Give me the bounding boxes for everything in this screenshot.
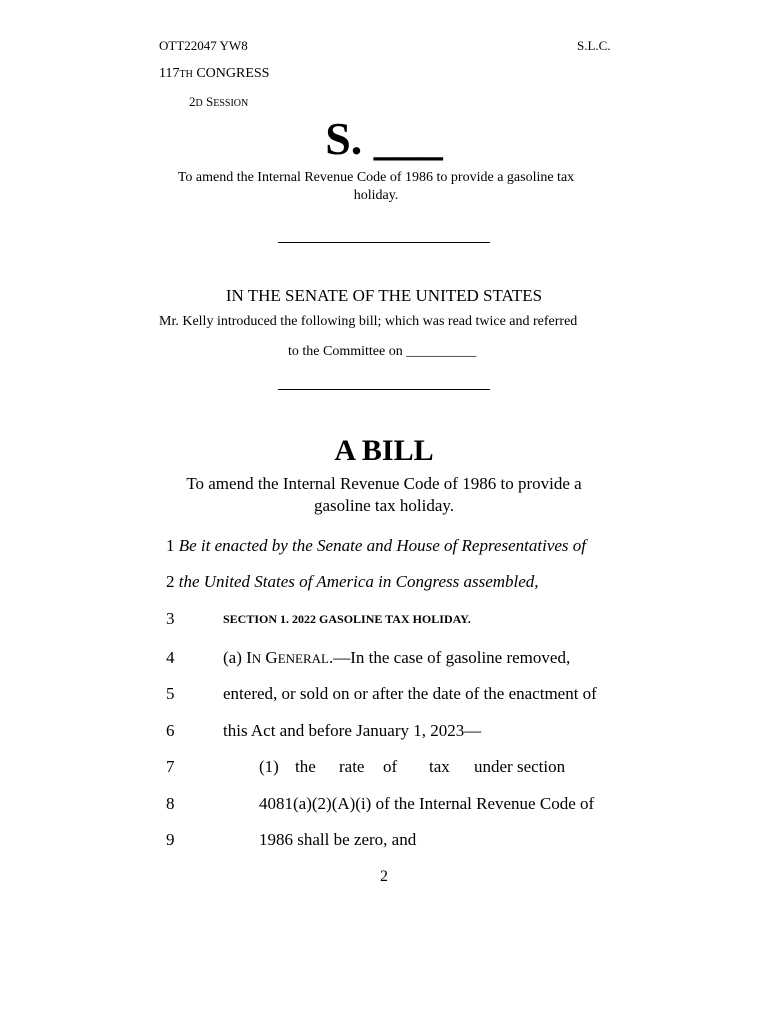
line-number: 8 [166, 794, 175, 813]
paragraph-1-word: tax [429, 757, 450, 776]
line-number: 6 [166, 721, 175, 740]
document-id: OTT22047 YW8 [159, 38, 248, 53]
bill-text-line: 4081(a)(2)(A)(i) of the Internal Revenue Code of [259, 794, 595, 813]
line-number: 4 [166, 648, 175, 667]
a-bill-heading: A BILL [334, 434, 434, 467]
enacting-clause-line: the United States of America in Congress assembled, [178, 572, 539, 591]
line-number: 2 [166, 572, 175, 591]
subsection-prefix: (a) I [223, 648, 252, 667]
subsection-rest: .—In the case of gasoline removed, [328, 648, 571, 667]
small-caps-eneral: ENERAL [277, 651, 329, 666]
line-number: 3 [166, 609, 175, 628]
session-suffix: D [195, 98, 203, 109]
paragraph-1-word: under section [474, 757, 566, 776]
enacting-clause-line: Be it enacted by the Senate and House of Representatives of [178, 536, 586, 555]
divider-rule-bottom [278, 389, 490, 390]
short-title: To amend the Internal Revenue Code of 1986 to provide a gasoline tax holiday. [177, 170, 575, 203]
session-initial: S [205, 94, 214, 109]
senate-heading: IN THE SENATE OF THE UNITED STATES [225, 286, 543, 305]
congress-suffix: TH [179, 69, 193, 80]
subsection-a-line [223, 648, 570, 668]
slc-label: S.L.C. [577, 38, 611, 53]
congress-number: 117 [159, 66, 180, 81]
long-title: To amend the Internal Revenue Code of 1986 to provide a gasoline tax holiday. [186, 474, 582, 515]
session-rest: ESSION [213, 98, 249, 109]
section-heading: SECTION 1. 2022 GASOLINE TAX HOLIDAY. [223, 612, 471, 626]
bill-number: S. ___ [325, 113, 443, 164]
bill-line-1 [166, 536, 586, 556]
small-caps-n: N [251, 651, 262, 666]
paragraph-1-word: (1) [259, 757, 279, 776]
congress-word: CONGRESS [196, 66, 270, 81]
bill-text-line: entered, or sold on or after the date of the enactment of [223, 684, 597, 703]
line-number: 7 [166, 757, 175, 776]
divider-rule-top [278, 242, 490, 243]
bill-text-line: this Act and before January 1, 2023— [223, 721, 482, 740]
bill-text-line: 1986 shall be zero, and [259, 830, 417, 849]
session-label [189, 94, 248, 110]
introduction-line-2: to the Committee on __________ [288, 344, 477, 359]
line-number: 5 [166, 684, 175, 703]
paragraph-1-word: the [295, 757, 316, 776]
page-number: 2 [380, 868, 388, 885]
line-number: 1 [166, 536, 175, 555]
line-number: 9 [166, 830, 175, 849]
paragraph-1-word: of [383, 757, 398, 776]
capital-g: G [261, 648, 278, 667]
paragraph-1-word: rate [339, 757, 365, 776]
congress-label [159, 66, 269, 82]
bill-line-2 [166, 572, 539, 592]
session-number: 2 [189, 94, 196, 109]
introduction-line-1: Mr. Kelly introduced the following bill; which was read twice and referred [159, 314, 578, 329]
